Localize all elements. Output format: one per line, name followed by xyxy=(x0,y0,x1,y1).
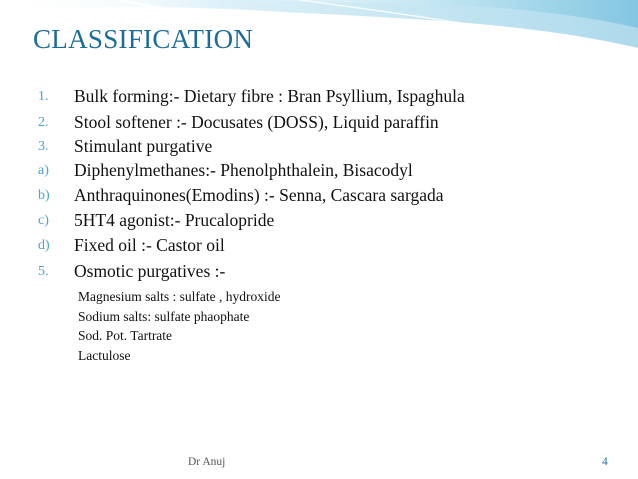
list-item-marker: 2. xyxy=(38,115,49,130)
sub-item: Lactulose xyxy=(78,348,131,363)
slide-title: CLASSIFICATION xyxy=(33,24,254,54)
footer-author: Dr Anuj xyxy=(188,456,226,468)
list-item-marker: a) xyxy=(38,163,49,178)
list-item-text: Stimulant purgative xyxy=(74,136,213,156)
list-item-text: Bulk forming:- Dietary fibre : Bran Psyllium, Ispaghula xyxy=(74,86,465,106)
list-item-marker: 5. xyxy=(38,264,49,279)
page-number: 4 xyxy=(602,456,608,468)
list-item-marker: 1. xyxy=(38,89,49,104)
list-item-text: Stool softener :- Docusates (DOSS), Liquid paraffin xyxy=(74,112,439,132)
list-item-text: Osmotic purgatives :- xyxy=(74,261,226,281)
list-item-text: Anthraquinones(Emodins) :- Senna, Cascara sargada xyxy=(74,185,444,205)
list-item-text: 5HT4 agonist:- Prucalopride xyxy=(74,210,275,230)
sub-item: Sodium salts: sulfate phaophate xyxy=(78,309,250,324)
list-item-text: Fixed oil :- Castor oil xyxy=(74,235,225,255)
list-item-marker: 3. xyxy=(38,139,49,154)
list-item-marker: d) xyxy=(38,238,50,253)
list-item-text: Diphenylmethanes:- Phenolphthalein, Bisacodyl xyxy=(74,160,413,180)
sub-item: Sod. Pot. Tartrate xyxy=(78,328,173,343)
list-item-marker: c) xyxy=(38,213,49,228)
sub-item: Magnesium salts : sulfate , hydroxide xyxy=(78,289,281,304)
list-item-marker: b) xyxy=(38,188,50,203)
